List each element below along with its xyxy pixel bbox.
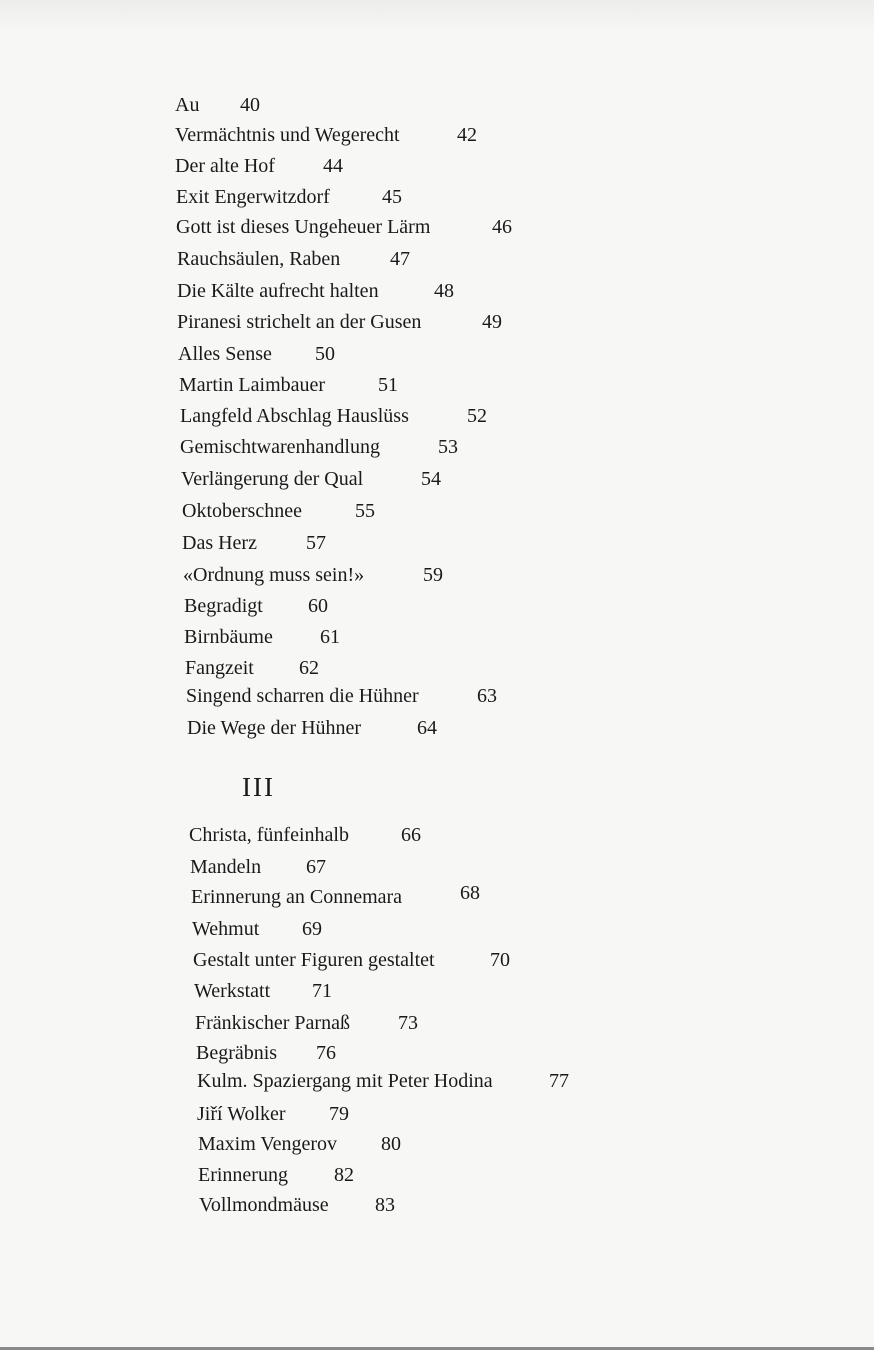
entry-page: 66 bbox=[401, 824, 421, 846]
entry-title: Gott ist dieses Ungeheuer Lärm bbox=[176, 216, 431, 238]
entry-title: Exit Engerwitzdorf bbox=[176, 186, 330, 208]
entry-page: 47 bbox=[390, 248, 410, 270]
entry-page: 45 bbox=[382, 186, 402, 208]
entry-page: 40 bbox=[240, 94, 260, 116]
entry-page: 61 bbox=[320, 626, 340, 648]
entry-page: 52 bbox=[467, 405, 487, 427]
entry-title: Kulm. Spaziergang mit Peter Hodina bbox=[197, 1070, 493, 1092]
entry-title: Vermächtnis und Wegerecht bbox=[175, 124, 400, 146]
entry-title: Au bbox=[175, 94, 200, 116]
entry-title: Das Herz bbox=[182, 532, 257, 554]
entry-title: Rauchsäulen, Raben bbox=[177, 248, 341, 270]
entry-page: 49 bbox=[482, 311, 502, 333]
entry-title: Erinnerung an Connemara bbox=[191, 886, 403, 908]
toc-entry bbox=[194, 979, 332, 1003]
toc-entry bbox=[195, 1011, 418, 1035]
entry-title: Gemischtwarenhandlung bbox=[180, 436, 380, 458]
entry-title: Langfeld Abschlag Hauslüss bbox=[180, 405, 409, 427]
entry-title: Maxim Vengerov bbox=[198, 1133, 338, 1155]
entry-title: Fangzeit bbox=[185, 657, 254, 679]
toc-entry bbox=[191, 882, 480, 909]
entry-page: 48 bbox=[434, 280, 454, 302]
entry-page: 59 bbox=[423, 564, 443, 586]
entry-title: Wehmut bbox=[192, 918, 260, 940]
entry-title: Gestalt unter Figuren gestaltet bbox=[193, 949, 435, 971]
entry-title: Fränkischer Parnaß bbox=[195, 1012, 350, 1034]
toc-entry bbox=[198, 1132, 401, 1156]
entry-page: 54 bbox=[421, 468, 441, 490]
entry-title: Verlängerung der Qual bbox=[181, 468, 364, 490]
entry-page: 73 bbox=[398, 1012, 418, 1034]
entry-page: 63 bbox=[477, 685, 497, 707]
entry-page: 80 bbox=[381, 1133, 401, 1155]
entry-page: 70 bbox=[490, 949, 510, 971]
entry-page: 53 bbox=[438, 436, 458, 458]
entry-title: Erinnerung bbox=[198, 1164, 288, 1186]
entry-page: 42 bbox=[457, 124, 477, 146]
entry-title: Oktoberschnee bbox=[182, 500, 302, 522]
toc-entry bbox=[193, 948, 510, 972]
entry-page: 79 bbox=[329, 1103, 349, 1125]
toc-entry bbox=[197, 1069, 569, 1093]
entry-title: Martin Laimbauer bbox=[179, 374, 326, 396]
entry-page: 82 bbox=[334, 1164, 354, 1186]
entry-title: Begräbnis bbox=[196, 1042, 278, 1064]
entry-page: 76 bbox=[316, 1042, 336, 1064]
entry-page: 44 bbox=[323, 155, 343, 177]
toc-entry bbox=[189, 823, 421, 847]
entry-page: 83 bbox=[375, 1194, 395, 1216]
entry-page: 62 bbox=[299, 657, 319, 679]
entry-title: Christa, fünfeinhalb bbox=[189, 824, 349, 846]
entry-page: 60 bbox=[308, 595, 328, 617]
entry-page: 46 bbox=[492, 216, 512, 238]
entry-page: 77 bbox=[549, 1070, 569, 1092]
entry-page: 67 bbox=[306, 856, 326, 878]
entry-page: 57 bbox=[306, 532, 326, 554]
entry-title: Werkstatt bbox=[194, 980, 271, 1002]
toc-entry bbox=[199, 1193, 395, 1217]
entry-title: Piranesi strichelt an der Gusen bbox=[177, 311, 422, 333]
entry-title: Die Kälte aufrecht halten bbox=[177, 280, 379, 302]
entry-title: Mandeln bbox=[190, 856, 262, 878]
entry-title: Birnbäume bbox=[184, 626, 273, 648]
entry-page: 55 bbox=[355, 500, 375, 522]
entry-title: Die Wege der Hühner bbox=[187, 717, 362, 739]
toc-entry bbox=[190, 855, 326, 879]
entry-page: 50 bbox=[315, 343, 335, 365]
toc-entry bbox=[198, 1163, 354, 1187]
entry-title: Jiří Wolker bbox=[197, 1103, 286, 1125]
toc-entry bbox=[196, 1041, 336, 1065]
entry-page: 64 bbox=[417, 717, 437, 739]
section-heading: III bbox=[242, 772, 275, 802]
toc-entry bbox=[192, 917, 322, 941]
entry-title: Der alte Hof bbox=[175, 155, 275, 177]
entry-title: «Ordnung muss sein!» bbox=[183, 564, 365, 586]
entry-page: 69 bbox=[302, 918, 322, 940]
entry-title: Alles Sense bbox=[178, 343, 272, 365]
entry-page: 68 bbox=[460, 882, 480, 904]
entry-title: Singend scharren die Hühner bbox=[186, 685, 419, 707]
entry-title: Begradigt bbox=[184, 595, 263, 617]
entry-title: Vollmondmäuse bbox=[199, 1194, 329, 1216]
entry-page: 71 bbox=[312, 980, 332, 1002]
toc-entry bbox=[197, 1102, 349, 1126]
entry-page: 51 bbox=[378, 374, 398, 396]
